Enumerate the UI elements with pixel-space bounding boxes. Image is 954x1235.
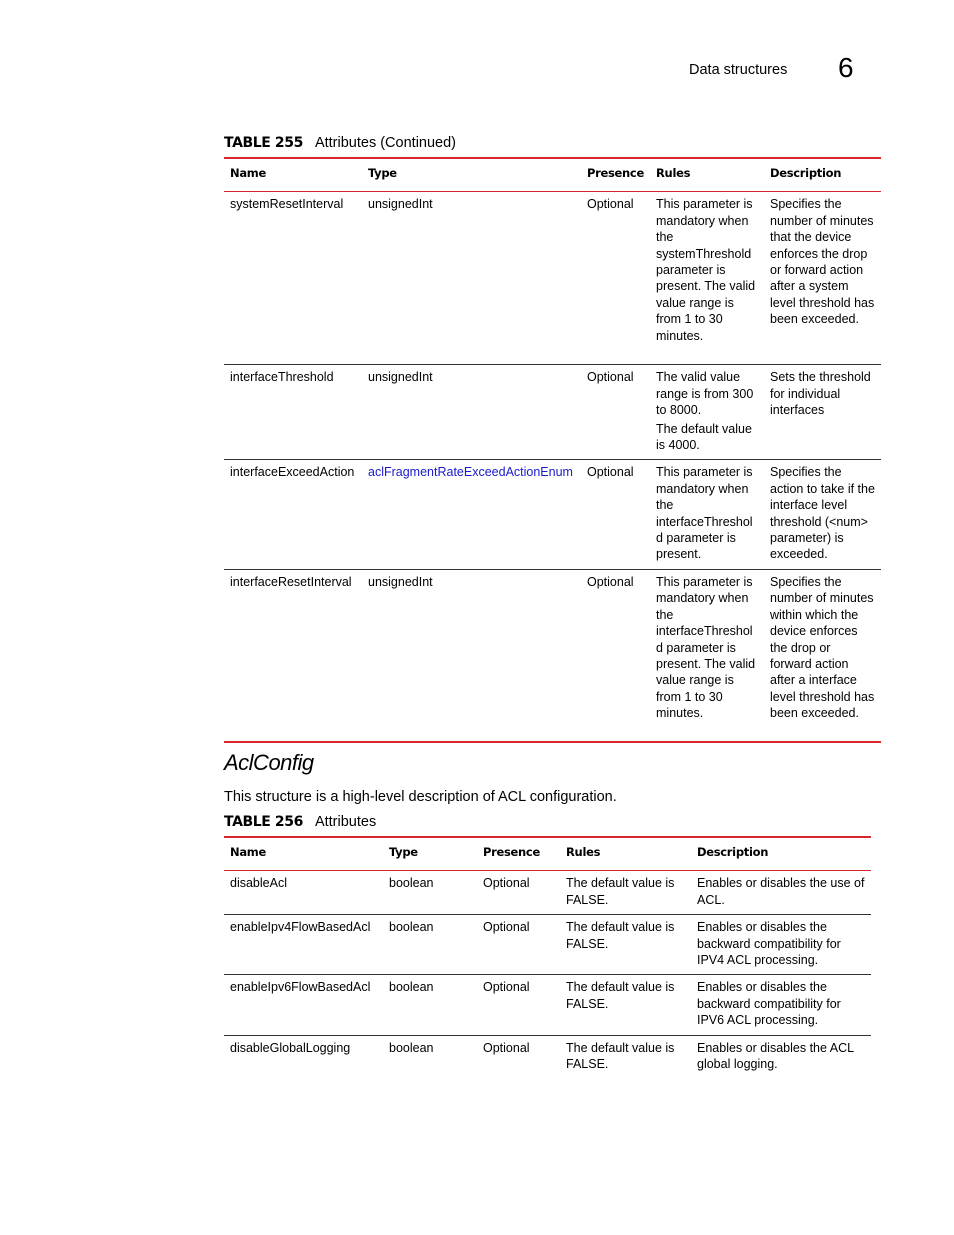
type-link[interactable]: aclFragmentRateExceedActionEnum <box>368 465 573 480</box>
column-header-presence: Presence <box>477 837 560 871</box>
cell-type: boolean <box>383 975 477 1035</box>
cell-description: Specifies the action to take if the interface level threshold (<num> parameter) is exceeded. <box>764 460 881 569</box>
cell-description: Specifies the number of minutes within which the device enforces the drop or forward action after a interface level threshold has been exceeded. <box>764 569 881 742</box>
column-header-type: Type <box>383 837 477 871</box>
table-row <box>224 192 881 365</box>
cell-presence: Optional <box>581 569 650 742</box>
table-label: TABLE 255 <box>224 135 303 151</box>
cell-name: interfaceExceedAction <box>224 460 362 569</box>
cell-presence: Optional <box>581 192 650 365</box>
column-header-presence: Presence <box>581 158 650 192</box>
cell-rules <box>650 460 764 569</box>
cell-rules: The default value is FALSE. <box>560 871 691 915</box>
cell-presence: Optional <box>477 915 560 975</box>
cell-name: interfaceThreshold <box>224 365 362 460</box>
chapter-number: 6 <box>838 52 854 83</box>
cell-type: boolean <box>383 915 477 975</box>
section-intro: This structure is a high-level description of ACL configuration. <box>224 789 617 805</box>
cell-presence: Optional <box>477 871 560 915</box>
cell-presence: Optional <box>581 460 650 569</box>
cell-rules <box>650 365 764 460</box>
table-row <box>224 365 881 460</box>
rules-text: This parameter is mandatory when the interfaceThreshol d parameter is present. The valid value range is from 1 to 30 minutes. <box>656 574 756 721</box>
cell-type <box>362 460 581 569</box>
cell-description: Enables or disables the ACL global logging. <box>697 1040 854 1072</box>
rules-text: This parameter is mandatory when the systemThreshold parameter is present. The valid value range is from 1 to 30 minutes. <box>656 197 756 343</box>
cell-name: enableIpv6FlowBasedAcl <box>224 975 383 1035</box>
cell-type: boolean <box>389 1040 434 1055</box>
cell-presence: Optional <box>477 975 560 1035</box>
table-row <box>224 1035 871 1078</box>
table-caption-text: Attributes (Continued) <box>314 135 456 151</box>
column-header-description: Description <box>691 837 871 871</box>
cell-type: unsignedInt <box>362 192 581 365</box>
rules-text: The default value is 4000. <box>656 421 752 453</box>
table-header-row <box>224 158 881 192</box>
table-256 <box>224 836 871 1078</box>
cell-type: unsignedInt <box>362 569 581 742</box>
column-header-name: Name <box>224 158 362 192</box>
column-header-description: Description <box>764 158 881 192</box>
table-row <box>224 569 881 742</box>
cell-description: Specifies the number of minutes that the device enforces the drop or forward action after a system level threshold has been exceeded. <box>764 192 881 365</box>
table-caption-text: Attributes <box>314 814 377 830</box>
cell-rules <box>650 569 764 742</box>
table-256-caption <box>224 814 376 830</box>
table-row <box>224 460 881 569</box>
column-header-name: Name <box>224 837 383 871</box>
cell-rules: The default value is FALSE. <box>566 1040 675 1072</box>
cell-name: disableAcl <box>224 871 383 915</box>
cell-type: unsignedInt <box>362 365 581 460</box>
cell-description: Enables or disables the use of ACL. <box>691 871 871 915</box>
table-label: TABLE 256 <box>224 814 303 830</box>
cell-rules: The default value is FALSE. <box>560 975 691 1035</box>
table-row <box>224 975 871 1035</box>
cell-type: boolean <box>383 871 477 915</box>
cell-name: interfaceResetInterval <box>224 569 362 742</box>
section-title: AclConfig <box>224 750 314 775</box>
cell-description: Sets the threshold for individual interfaces <box>764 365 881 460</box>
cell-name: systemResetInterval <box>224 192 362 365</box>
table-255-caption <box>224 135 456 151</box>
cell-presence: Optional <box>581 365 650 460</box>
cell-name: enableIpv4FlowBasedAcl <box>224 915 383 975</box>
column-header-rules: Rules <box>560 837 691 871</box>
cell-description: Enables or disables the backward compatibility for IPV6 ACL processing. <box>691 975 871 1035</box>
rules-text: This parameter is mandatory when the interfaceThreshol d parameter is present. <box>656 465 753 562</box>
table-255 <box>224 157 881 743</box>
rules-text: The valid value range is from 300 to 8000. <box>656 370 754 418</box>
cell-rules <box>650 192 764 365</box>
table-row <box>224 871 871 915</box>
cell-presence: Optional <box>483 1040 530 1055</box>
table-header-row <box>224 837 871 871</box>
table-row <box>224 915 871 975</box>
cell-rules: The default value is FALSE. <box>560 915 691 975</box>
column-header-type: Type <box>362 158 581 192</box>
column-header-rules: Rules <box>650 158 764 192</box>
cell-description: Enables or disables the backward compatibility for IPV4 ACL processing. <box>691 915 871 975</box>
running-header-title: Data structures <box>689 62 788 78</box>
cell-name: disableGlobalLogging <box>230 1040 351 1055</box>
